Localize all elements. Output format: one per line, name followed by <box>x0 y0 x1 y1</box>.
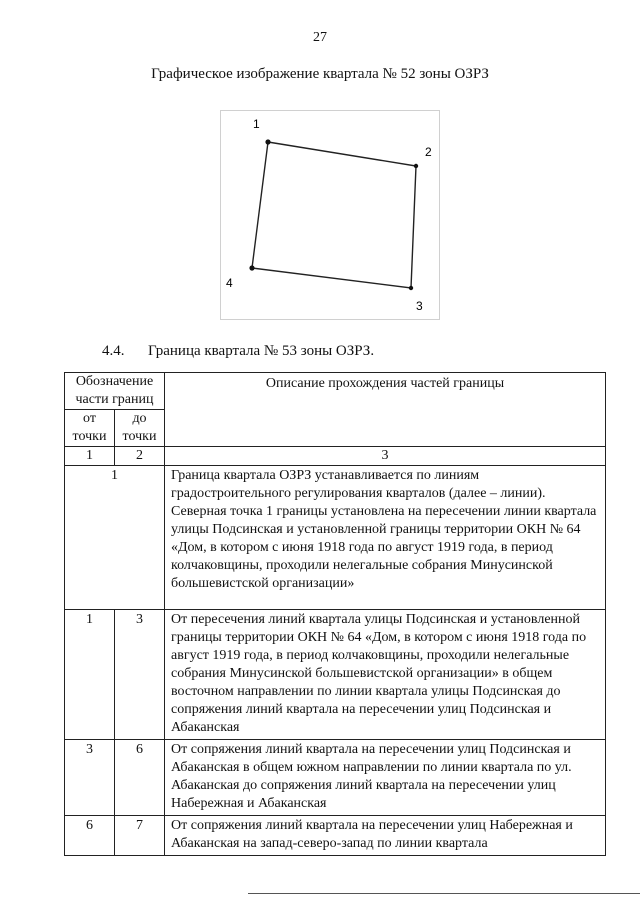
column-number-2: 2 <box>115 447 165 466</box>
section-title: Граница квартала № 53 зоны ОЗРЗ. <box>148 343 375 359</box>
column-number-row <box>65 447 606 466</box>
quarter-boundary <box>252 142 416 288</box>
row-from-point: 6 <box>65 816 115 856</box>
point-label-4: 4 <box>226 276 233 290</box>
row-description: От сопряжения линий квартала на пересечении улиц Подсинская и Абаканская в общем южном направлении по линии квартала по ул. Абаканская до сопряжения линий квартала на пересечении улиц Набережная и Абаканская <box>165 740 606 816</box>
boundary-point-2 <box>414 164 418 168</box>
row-from-point: 1 <box>65 610 115 740</box>
header-description: Описание прохождения частей границы <box>165 373 606 447</box>
header-to-point: до точки <box>115 410 165 447</box>
section-number: 4.4. <box>102 343 125 359</box>
point-label-1: 1 <box>253 117 260 131</box>
bottom-rule <box>248 893 640 894</box>
row-description: От пересечения линий квартала улицы Подсинская и установленной границы территории ОКН № 64 «Дом, в котором с июня 1918 года по август 1919 года, в период колчаковщины, проходили нелегальные собрания Минусинской большевистской организации» в общем восточном направлении по линии квартала улицы Подсинская до сопряжения линий квартала на пересечении улиц Подсинская и Абаканская <box>165 610 606 740</box>
boundary-table <box>64 372 606 856</box>
boundary-point-4 <box>249 265 254 270</box>
row-description: От сопряжения линий квартала на пересечении улиц Набережная и Абаканская на запад-северо-запад по линии квартала <box>165 816 606 856</box>
table-row <box>65 816 606 856</box>
column-number-3: 3 <box>165 447 606 466</box>
point-label-2: 2 <box>425 145 432 159</box>
boundary-point-1 <box>265 139 270 144</box>
table-row <box>65 740 606 816</box>
table-header-row <box>65 373 606 410</box>
row-merged-point: 1 <box>65 466 165 610</box>
quarter-diagram-svg <box>220 110 440 320</box>
table-row <box>65 466 606 610</box>
row-description: Граница квартала ОЗРЗ устанавливается по линиям градостроительного регулирования кварталов (далее – линии). Северная точка 1 границы установлена на пересечении линии квартала улицы Подсинская и установленной границы территории ОКН № 64 «Дом, в котором с июня 1918 года по август 1919 года, в период колчаковщины, проходили нелегальные собрания Минусинской большевистской организации» <box>165 466 606 610</box>
boundary-point-3 <box>409 286 413 290</box>
quarter-diagram <box>220 110 440 320</box>
section-heading <box>102 343 374 360</box>
figure-title: Графическое изображение квартала № 52 зоны ОЗРЗ <box>151 66 489 82</box>
point-label-3: 3 <box>416 299 423 313</box>
row-from-point: 3 <box>65 740 115 816</box>
row-to-point: 7 <box>115 816 165 856</box>
column-number-1: 1 <box>65 447 115 466</box>
row-to-point: 3 <box>115 610 165 740</box>
page-number: 27 <box>313 30 327 45</box>
table-row <box>65 610 606 740</box>
header-designation: Обозначение части границ <box>65 373 165 410</box>
header-from-point: от точки <box>65 410 115 447</box>
row-to-point: 6 <box>115 740 165 816</box>
